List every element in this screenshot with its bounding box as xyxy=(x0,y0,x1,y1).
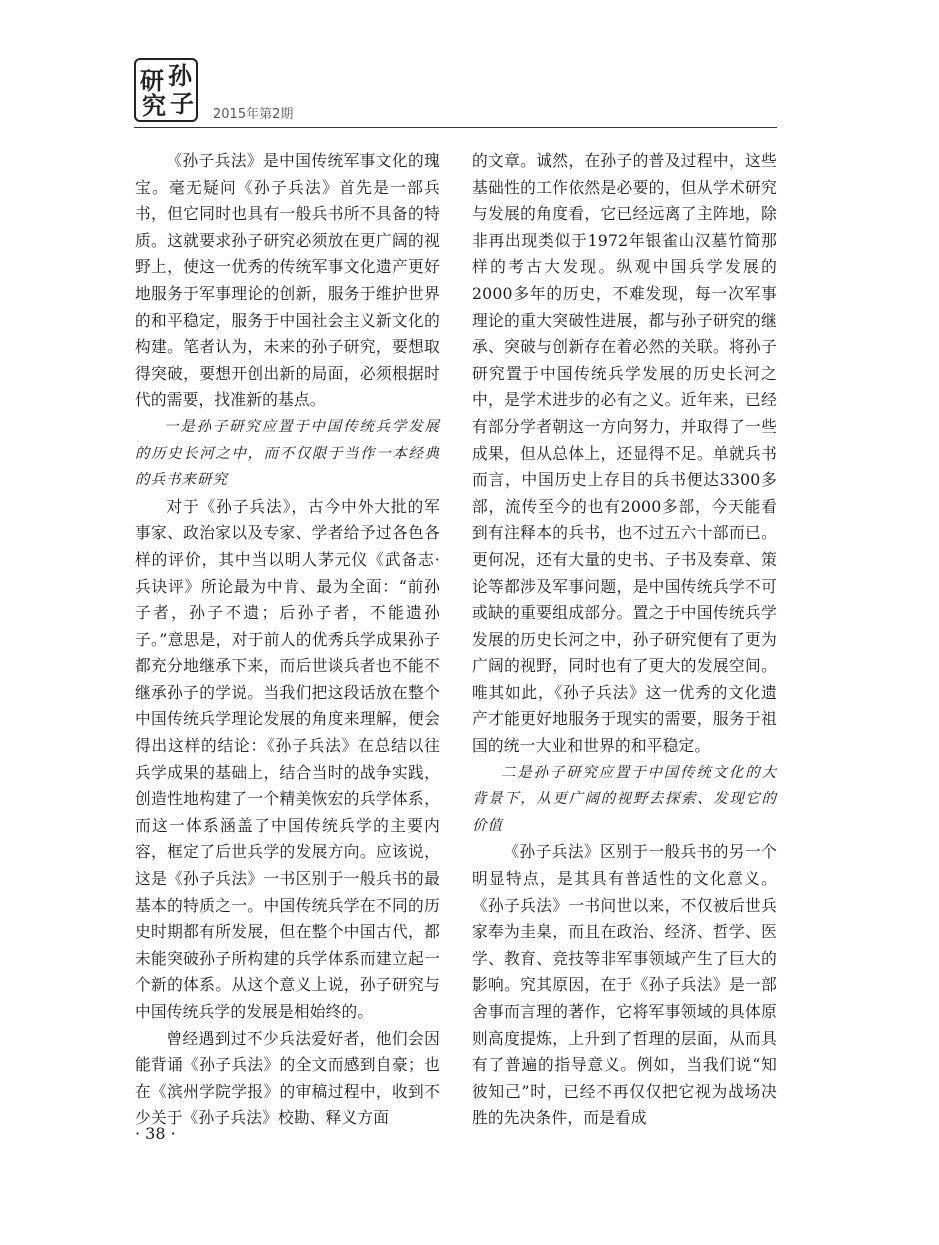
section-heading: 一是孙子研究应置于中国传统兵学发展的历史长河之中，而不仅限于当作一本经典的兵书来研究 xyxy=(135,418,440,489)
logo-char: 孙 xyxy=(168,61,192,90)
section-heading: 二是孙子研究应置于中国传统文化的大背景下，从更广阔的视野去探索、发现它的价值 xyxy=(472,764,777,834)
logo-char: 研 xyxy=(140,66,164,95)
header-rule xyxy=(134,127,777,128)
issue-label: 2015年第2期 xyxy=(213,107,294,122)
paragraph: 《孙子兵法》区别于一般兵书的另一个明显特点，是其具有普适性的文化意义。《孙子兵法》一书问世以来，不仅被后世兵家奉为圭臬，而且在政治、经济、哲学、医学、教育、竞技等非军事领域产生了巨大的影响。究其原因，在于《孙子兵法》是一部舍事而言理的著作，它将军事领域的具体原则高度提炼，上升到了哲理的层面，从而具有了普遍的指导意义。例如，当我们说“知彼知己”时，已经不再仅仅把它视为战场决胜的先决条件，而是看成 xyxy=(472,842,777,1128)
left-column xyxy=(135,148,440,1132)
paragraph: 对于《孙子兵法》，古今中外大批的军事家、政治家以及专家、学者给予过各色各样的评价，其中当以明人茅元仪《武备志·兵诀评》所论最为中肯、最为全面：“前孙子者，孙子不遗；后孙子者，不能遗孙子。”意思是，对于前人的优秀兵学成果孙子都充分地继承下来，而后世谈兵者也不能不继承孙子的学说。当我们把这段话放在整个中国传统兵学理论发展的角度来理解，便会得出这样的结论：《孙子兵法》在总结以往兵学成果的基础上，结合当时的战争实践，创造性地构建了一个精美恢宏的兵学体系，而这一体系涵盖了中国传统兵学的主要内容，框定了后世兵学的发展方向。应该说，这是《孙子兵法》一书区别于一般兵书的最基本的特质之一。中国传统兵学在不同的历史时期都有所发展，但在整个中国古代，都未能突破孙子所构建的兵学体系而建立起一个新的体系。从这个意义上说，孙子研究与中国传统兵学的发展是相始终的。 xyxy=(135,496,440,1021)
paragraph: 曾经遇到过不少兵法爱好者，他们会因能背诵《孙子兵法》的全文而感到自豪；也在《滨州学院学报》的审稿过程中，收到不少关于《孙子兵法》校勘、释义方面 xyxy=(135,1028,440,1128)
logo-char: 究 xyxy=(142,91,166,120)
paragraph: 的文章。诚然，在孙子的普及过程中，这些基础性的工作依然是必要的，但从学术研究与发展的角度看，它已经远离了主阵地，除非再出现类似于1972年银雀山汉墓竹简那样的考古大发现。纵观中国兵学发展的2000多年的历史，不难发现，每一次军事理论的重大突破性进展，都与孙子研究的继承、突破与创新存在着必然的关联。将孙子研究置于中国传统兵学发展的历史长河之中，是学术进步的必有之义。近年来，已经有部分学者朝这一方向努力，并取得了一些成果，但从总体上，还显得不足。单就兵书而言，中国历史上存目的兵书便达3300多部，流传至今的也有2000多部，今天能看到有注释本的兵书，也不过五六十部而已。更何况，还有大量的史书、子书及奏章、策论等都涉及军事问题，是中国传统兵学不可或缺的重要组成部分。置之于中国传统兵学发展的历史长河之中，孙子研究便有了更为广阔的视野，同时也有了更大的发展空间。唯其如此，《孙子兵法》这一优秀的文化遗产才能更好地服务于现实的需要，服务于祖国的统一大业和世界的和平稳定。 xyxy=(472,151,777,756)
paragraph: 《孙子兵法》是中国传统军事文化的瑰宝。毫无疑问《孙子兵法》首先是一部兵书，但它同时也具有一般兵书所不具备的特质。这就要求孙子研究必须放在更广阔的视野上，使这一优秀的传统军事文化遗产更好地服务于军事理论的创新，服务于维护世界的和平稳定，服务于中国社会主义新文化的构建。笔者认为，未来的孙子研究，要想取得突破，要想开创出新的局面，必须根据时代的需要，找准新的基点。 xyxy=(135,151,440,410)
right-column xyxy=(472,148,777,1132)
page-number: · 38 · xyxy=(135,1124,176,1143)
logo-char: 子 xyxy=(170,89,194,118)
journal-logo xyxy=(134,58,198,122)
